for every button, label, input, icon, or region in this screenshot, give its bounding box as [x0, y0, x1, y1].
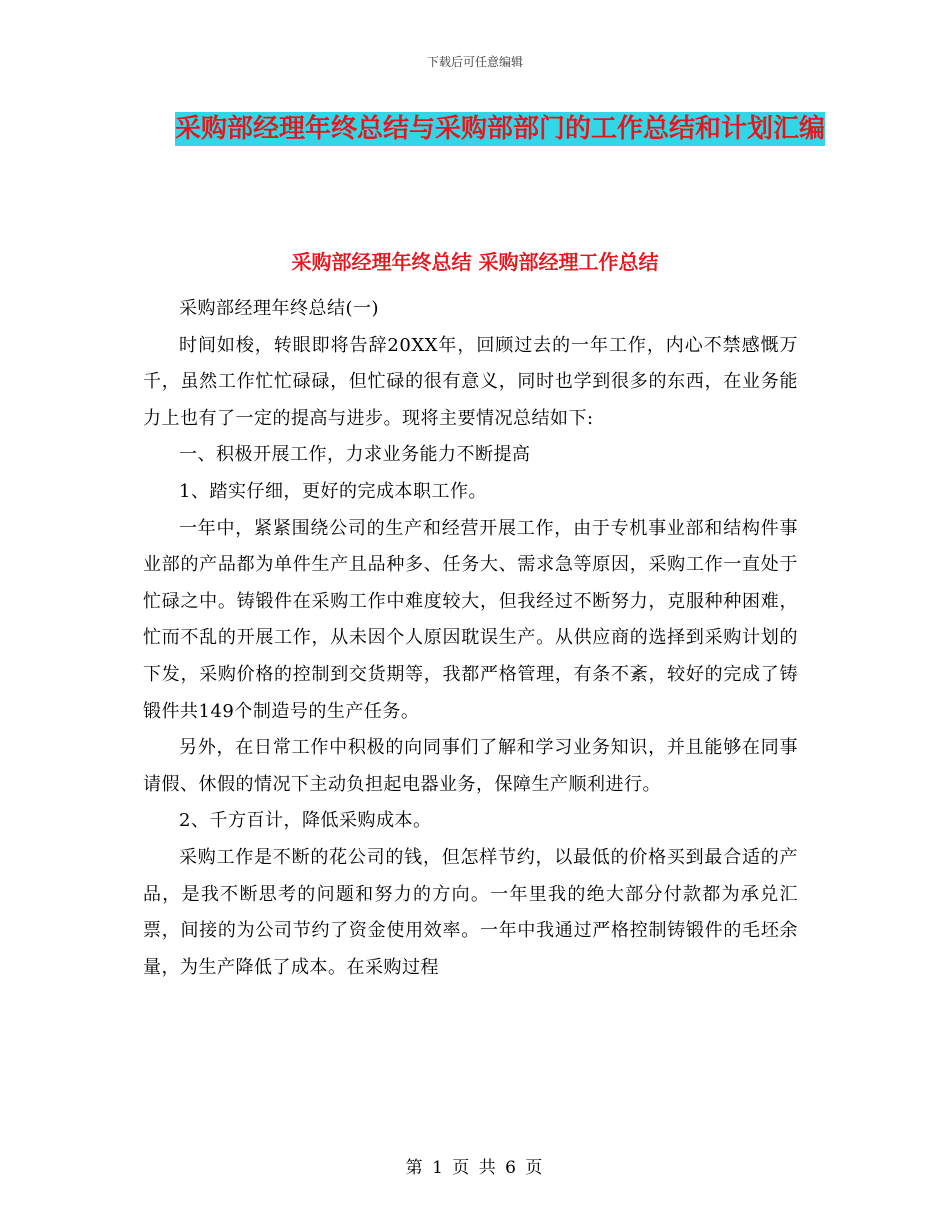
paragraph: 采购工作是不断的花公司的钱，但怎样节约，以最低的价格买到最合适的产品，是我不断思考的问题和努力的方向。一年里我的绝大部分付款都为承兑汇票，间接的为公司节约了资金使用效率。一年中我通过严格控制铸锻件的毛坯余量，为生产降低了成本。在采购过程 [143, 846, 798, 978]
paragraph: 采购部经理年终总结(一) [179, 298, 380, 319]
document-body [143, 291, 798, 986]
paragraph: 一年中，紧紧围绕公司的生产和经营开展工作，由于专机事业部和结构件事业部的产品都为单件生产且品种多、任务大、需求急等原因，采购工作一直处于忙碌之中。铸锻件在采购工作中难度较大，但我经过不断努力，克服种种困难，忙而不乱的开展工作，从未因个人原因耽误生产。从供应商的选择到采购计划的下发，采购价格的控制到交货期等，我都严格管理，有条不紊，较好的完成了铸锻件共149个制造号的生产任务。 [143, 517, 798, 722]
section-title: 采购部经理年终总结 采购部经理工作总结 [291, 250, 659, 274]
page-header-note: 下载后可任意编辑 [426, 55, 523, 69]
paragraph: 时间如梭，转眼即将告辞20XX年，回顾过去的一年工作，内心不禁感慨万千，虽然工作忙忙碌碌，但忙碌的很有意义，同时也学到很多的东西，在业务能力上也有了一定的提高与进步。现将主要情况总结如下: [143, 334, 798, 429]
document-title [150, 106, 850, 152]
paragraph: 另外，在日常工作中积极的向同事们了解和学习业务知识，并且能够在同事请假、休假的情况下主动负担起电器业务，保障生产顺利进行。 [143, 737, 798, 795]
paragraph: 1、踏实仔细，更好的完成本职工作。 [179, 480, 487, 502]
page-number-footer: 第 1 页 共 6 页 [405, 1158, 545, 1178]
paragraph: 一、积极开展工作，力求业务能力不断提高 [179, 444, 531, 466]
document-title-text: 采购部经理年终总结与采购部部门的工作总结和计划汇编 [174, 114, 825, 144]
paragraph: 2、千方百计，降低采购成本。 [179, 810, 432, 832]
